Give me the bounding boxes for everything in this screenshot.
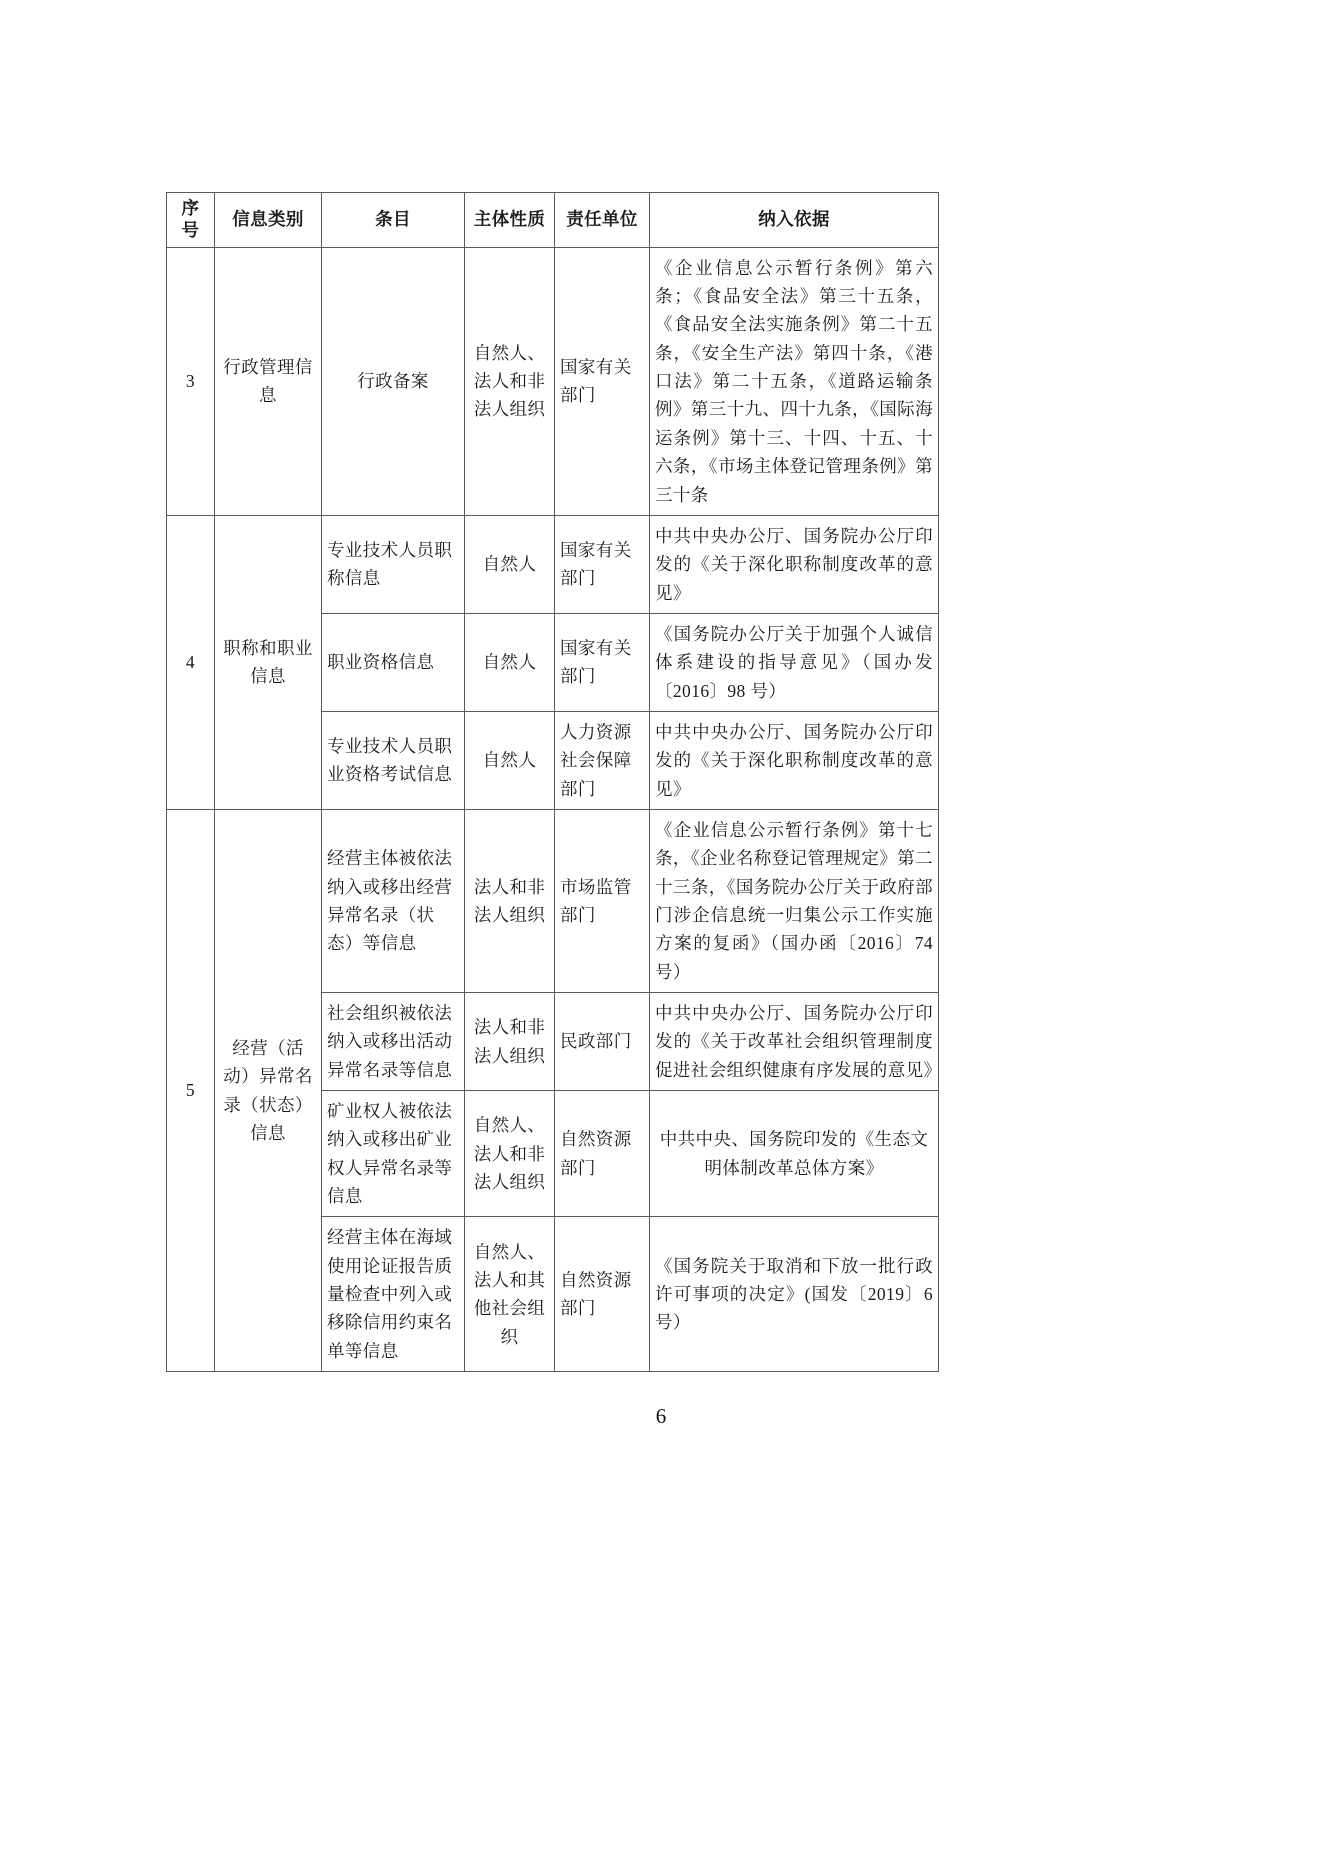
column-header-序号-line1: 序 <box>181 198 200 218</box>
cell-subject: 自然人 <box>465 613 555 711</box>
column-header-序号 <box>167 193 215 248</box>
cell-entry: 职业资格信息 <box>322 613 465 711</box>
cell-responsible: 自然资源部门 <box>555 1091 650 1217</box>
cell-entry: 行政备案 <box>322 247 465 515</box>
table-header-row <box>167 193 939 248</box>
column-header-responsible: 责任单位 <box>555 193 650 248</box>
column-header-category: 信息类别 <box>215 193 322 248</box>
information-catalog-table-wrapper <box>166 192 942 1372</box>
cell-entry: 专业技术人员职业资格考试信息 <box>322 711 465 809</box>
cell-subject: 自然人、法人和其他社会组织 <box>465 1217 555 1372</box>
cell-basis: 《国务院关于取消和下放一批行政许可事项的决定》(国发〔2019〕6 号） <box>650 1217 939 1372</box>
cell-subject: 自然人 <box>465 711 555 809</box>
cell-basis: 中共中央办公厅、国务院办公厅印发的《关于深化职称制度改革的意见》 <box>650 515 939 613</box>
cell-subject: 法人和非法人组织 <box>465 809 555 992</box>
cell-basis: 中共中央、国务院印发的《生态文明体制改革总体方案》 <box>650 1091 939 1217</box>
information-catalog-table <box>166 192 942 1372</box>
cell-responsible: 国家有关部门 <box>555 515 650 613</box>
cell-responsible: 民政部门 <box>555 993 650 1091</box>
cell-responsible: 人力资源社会保障部门 <box>555 711 650 809</box>
cell-entry: 社会组织被依法纳入或移出活动异常名录等信息 <box>322 993 465 1091</box>
page-number: 6 <box>655 1404 667 1428</box>
cell-basis: 《企业信息公示暂行条例》第十七条，《企业名称登记管理规定》第二十三条，《国务院办公厅关于政府部门涉企信息统一归集公示工作实施方案的复函》（国办函〔2016〕74 号） <box>650 809 939 992</box>
cell-basis: 《国务院办公厅关于加强个人诚信体系建设的指导意见》（国办发〔2016〕98 号） <box>650 613 939 711</box>
cell-subject: 自然人、法人和非法人组织 <box>465 1091 555 1217</box>
table-row <box>167 247 939 515</box>
cell-responsible: 自然资源部门 <box>555 1217 650 1372</box>
cell-sequence-number: 4 <box>167 515 215 809</box>
column-header-basis: 纳入依据 <box>650 193 939 248</box>
cell-subject: 法人和非法人组织 <box>465 993 555 1091</box>
cell-entry: 矿业权人被依法纳入或移出矿业权人异常名录等信息 <box>322 1091 465 1217</box>
cell-basis: 《企业信息公示暂行条例》第六条；《食品安全法》第三十五条，《食品安全法实施条例》第二十五条，《安全生产法》第四十条，《港口法》第二十五条，《道路运输条例》第三十九、四十九条，《国际海运条例》第十三、十四、十五、十六条，《市场主体登记管理条例》第三十条 <box>650 247 939 515</box>
cell-responsible: 国家有关部门 <box>555 613 650 711</box>
table-row <box>167 515 939 613</box>
column-header-序号-line2: 号 <box>181 219 200 240</box>
table-row <box>167 809 939 992</box>
cell-responsible: 市场监管部门 <box>555 809 650 992</box>
cell-responsible: 国家有关部门 <box>555 247 650 515</box>
cell-entry: 经营主体被依法纳入或移出经营异常名录（状态）等信息 <box>322 809 465 992</box>
cell-category: 经营（活动）异常名录（状态）信息 <box>215 809 322 1371</box>
cell-sequence-number: 3 <box>167 247 215 515</box>
column-header-entry: 条目 <box>322 193 465 248</box>
cell-entry: 经营主体在海域使用论证报告质量检查中列入或移除信用约束名单等信息 <box>322 1217 465 1372</box>
cell-basis: 中共中央办公厅、国务院办公厅印发的《关于改革社会组织管理制度促进社会组织健康有序发展的意见》 <box>650 993 939 1091</box>
cell-subject: 自然人 <box>465 515 555 613</box>
cell-basis: 中共中央办公厅、国务院办公厅印发的《关于深化职称制度改革的意见》 <box>650 711 939 809</box>
column-header-subject: 主体性质 <box>465 193 555 248</box>
cell-subject: 自然人、法人和非法人组织 <box>465 247 555 515</box>
cell-category: 职称和职业信息 <box>215 515 322 809</box>
cell-category: 行政管理信息 <box>215 247 322 515</box>
cell-sequence-number: 5 <box>167 809 215 1371</box>
cell-entry: 专业技术人员职称信息 <box>322 515 465 613</box>
